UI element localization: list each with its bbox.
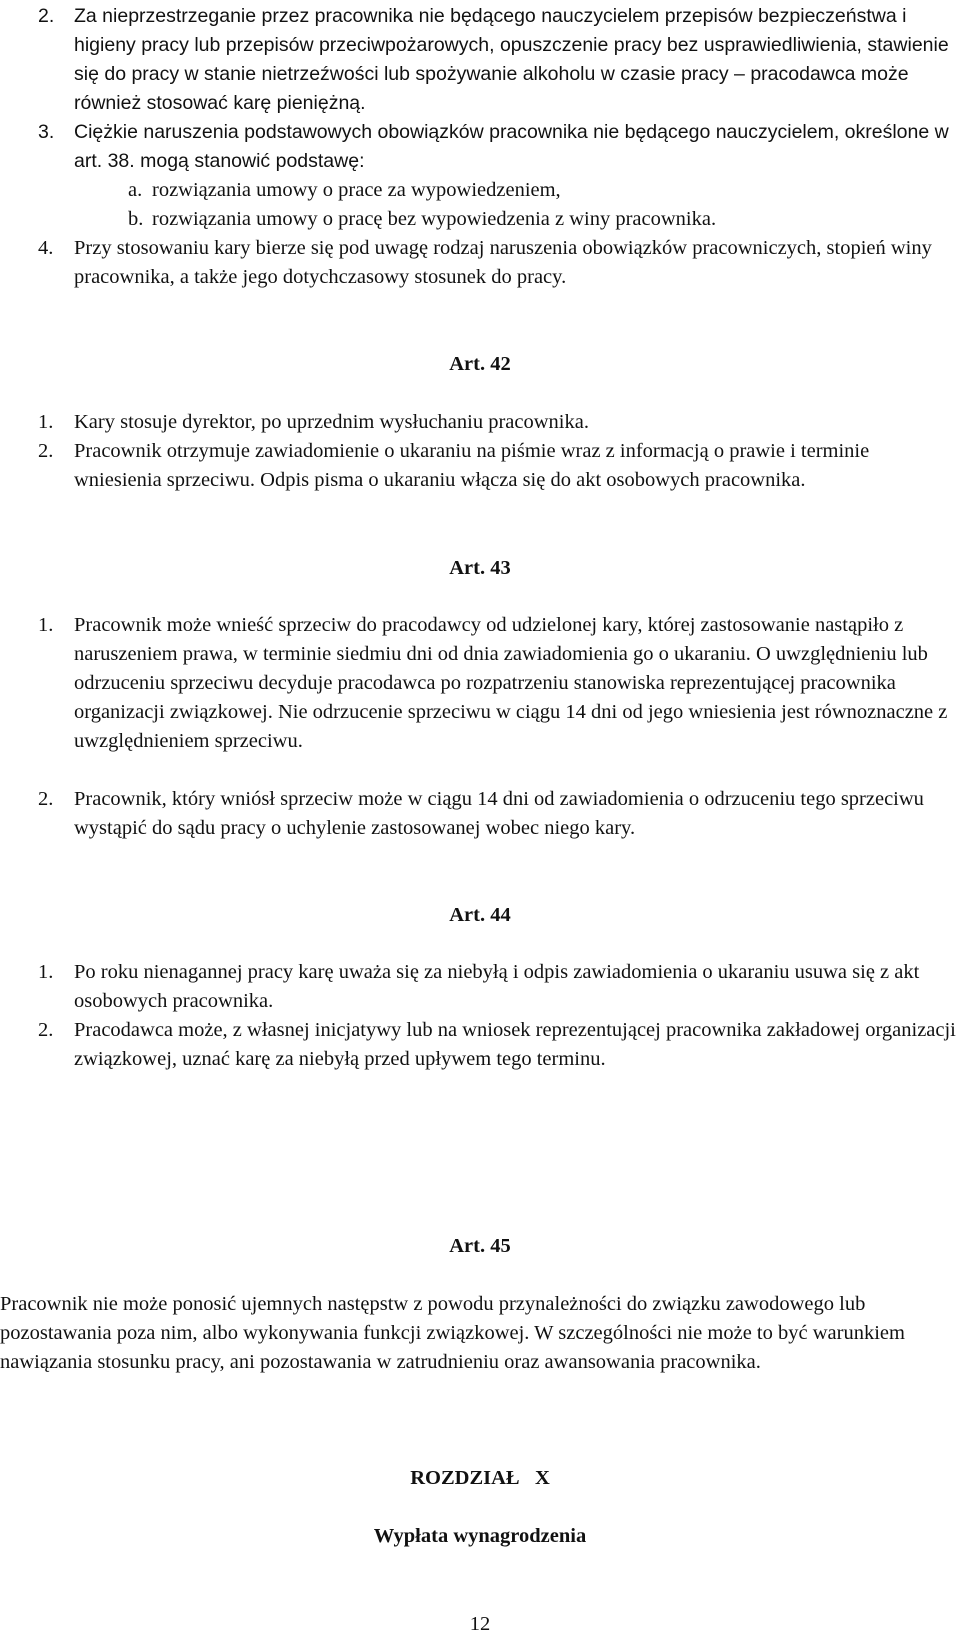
list-number: 3. bbox=[38, 121, 55, 143]
list-number: 1. bbox=[38, 411, 54, 433]
art45-paragraph: Pracownik nie może ponosić ujemnych następstw z powodu przynależności do związku zawodowego lub pozostawania poza nim, albo wykonywania funkcji związkowej. W szczególności nie może to być warunkiem nawiązania stosunku pracy, ani pozostawania w zatrudnieniu oraz awansowania pracownika. bbox=[0, 1293, 905, 1373]
art44-item-2 bbox=[38, 1016, 956, 1074]
chapter-title: ROZDZIAŁ X bbox=[410, 1467, 550, 1489]
art43-item-1 bbox=[38, 611, 956, 756]
list-item-text: Za nieprzestrzeganie przez pracownika nie będącego nauczycielem przepisów bezpieczeństwa i higieny pracy lub przepisów przeciwpożarowych, opuszczenie pracy bez usprawiedliwienia, stawienie się do pracy w stanie nietrzeźwości lub spożywanie alkoholu w czasie pracy – pracodawca może również stosować karę pieniężną. bbox=[74, 5, 949, 114]
page-number: 12 bbox=[469, 1613, 491, 1635]
sublist-letter: b. bbox=[128, 208, 144, 230]
art43-item-2 bbox=[38, 785, 956, 843]
art41-item-4 bbox=[38, 234, 956, 292]
list-item-text: Kary stosuje dyrektor, po uprzednim wysłuchaniu pracownika. bbox=[74, 411, 589, 433]
art41-item-2 bbox=[38, 2, 956, 118]
list-item-text: Pracownik otrzymuje zawiadomienie o ukaraniu na piśmie wraz z informacją o prawie i terminie wniesienia sprzeciwu. Odpis pisma o ukaraniu włącza się do akt osobowych pracownika. bbox=[74, 440, 870, 491]
list-number: 1. bbox=[38, 961, 54, 983]
art-44-heading: Art. 44 bbox=[449, 904, 511, 926]
art-43-heading: Art. 43 bbox=[449, 557, 511, 579]
art42-item-1 bbox=[38, 408, 956, 437]
art-42-heading: Art. 42 bbox=[449, 353, 511, 375]
list-item-text: Pracodawca może, z własnej inicjatywy lub na wniosek reprezentującej pracownika zakładowej organizacji związkowej, uznać karę za niebyłą przed upływem tego terminu. bbox=[74, 1019, 956, 1070]
art41-item-3-sub-b bbox=[128, 205, 948, 234]
art41-item-3-sub-a bbox=[128, 176, 948, 205]
chapter-subtitle: Wypłata wynagrodzenia bbox=[373, 1525, 587, 1547]
art42-item-2 bbox=[38, 437, 956, 495]
list-number: 2. bbox=[38, 440, 54, 462]
list-number: 2. bbox=[38, 5, 55, 27]
list-item-text: Przy stosowaniu kary bierze się pod uwagę rodzaj naruszenia obowiązków pracowniczych, stopień winy pracownika, a także jego dotychczasowy stosunek do pracy. bbox=[74, 237, 932, 288]
sublist-letter: a. bbox=[128, 179, 143, 201]
list-item-text: Po roku nienagannej pracy karę uważa się za niebyłą i odpis zawiadomienia o ukaraniu usuwa się z akt osobowych pracownika. bbox=[74, 961, 920, 1012]
list-number: 1. bbox=[38, 614, 54, 636]
art-45-heading: Art. 45 bbox=[449, 1235, 511, 1257]
sublist-item-text: rozwiązania umowy o prace za wypowiedzeniem, bbox=[152, 179, 561, 201]
art41-item-3 bbox=[38, 118, 956, 176]
art44-item-1 bbox=[38, 958, 956, 1016]
list-item-text: Pracownik może wnieść sprzeciw do pracodawcy od udzielonej kary, której zastosowanie nastąpiło z naruszeniem prawa, w terminie siedmiu dni od dnia zawiadomienia go o ukaraniu. O uwzględnieniu lub odrzuceniu sprzeciwu decyduje pracodawca po rozpatrzeniu stanowiska reprezentującej pracownika organizacji związkowej. Nie odrzucenie sprzeciwu w ciągu 14 dni od jego wniesienia jest równoznaczne z uwzględnieniem sprzeciwu. bbox=[74, 614, 948, 752]
list-number: 4. bbox=[38, 237, 54, 259]
list-number: 2. bbox=[38, 1019, 54, 1041]
list-item-text: Ciężkie naruszenia podstawowych obowiązków pracownika nie będącego nauczycielem, określone w art. 38. mogą stanowić podstawę: bbox=[74, 121, 949, 172]
sublist-item-text: rozwiązania umowy o pracę bez wypowiedzenia z winy pracownika. bbox=[152, 208, 717, 230]
list-number: 2. bbox=[38, 788, 54, 810]
list-item-text: Pracownik, który wniósł sprzeciw może w ciągu 14 dni od zawiadomienia o odrzuceniu tego sprzeciwu wystąpić do sądu pracy o uchylenie zastosowanej wobec niego kary. bbox=[74, 788, 924, 839]
